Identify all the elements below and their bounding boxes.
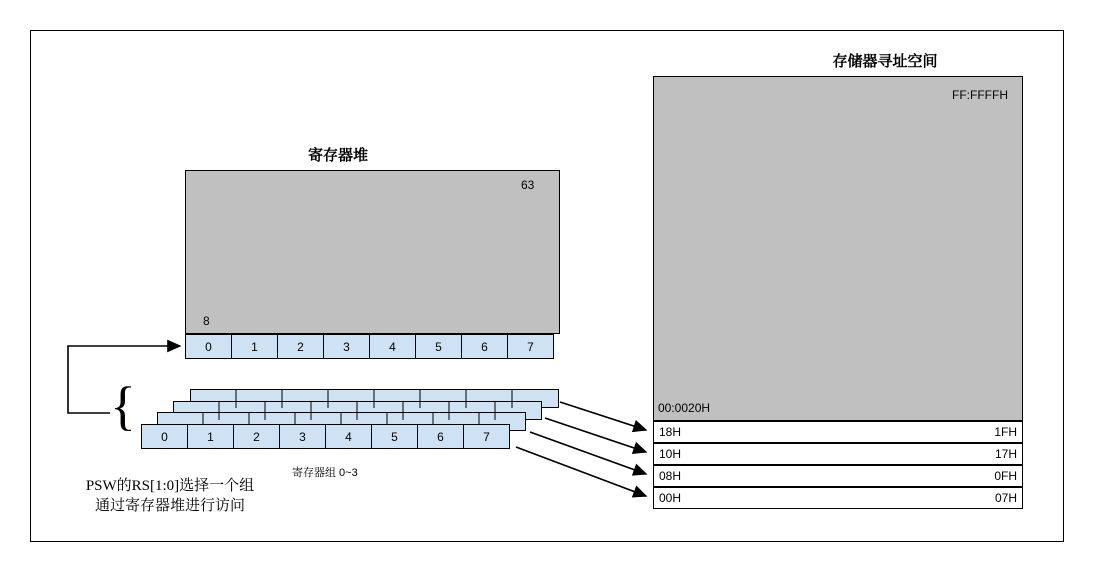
- memory-row-low: 18H: [659, 425, 682, 439]
- bank-cell[interactable]: 2: [233, 424, 280, 449]
- register-file-box: [185, 170, 560, 334]
- bank-cell[interactable]: 1: [187, 424, 234, 449]
- register-banks-caption: 寄存器组 0~3: [292, 467, 358, 479]
- memory-row-low: 00H: [659, 491, 682, 505]
- memory-row-high: 0FH: [994, 469, 1017, 483]
- memory-row[interactable]: [653, 443, 1023, 465]
- memory-space-title: 存储器寻址空间: [832, 53, 938, 70]
- register-cell[interactable]: 3: [323, 334, 370, 359]
- bank-cell[interactable]: 4: [325, 424, 372, 449]
- register-cell[interactable]: 4: [369, 334, 416, 359]
- register-file-top-label: 63: [521, 178, 535, 192]
- bank-cell[interactable]: 7: [463, 424, 510, 449]
- bank-cell[interactable]: 0: [141, 424, 188, 449]
- register-cell[interactable]: 7: [507, 334, 554, 359]
- register-cell[interactable]: 6: [461, 334, 508, 359]
- memory-row-high: 1FH: [994, 425, 1017, 439]
- register-bank-front-row: [141, 424, 510, 449]
- psw-note-line1: PSW的RS[1:0]选择一个组: [85, 478, 255, 494]
- register-file-bottom-label: 8: [203, 314, 210, 328]
- memory-base-label: 00:0020H: [658, 401, 711, 415]
- memory-top-label: FF:FFFFH: [952, 88, 1008, 102]
- memory-row-high: 17H: [994, 447, 1017, 461]
- register-cell[interactable]: 2: [277, 334, 324, 359]
- register-file-title: 寄存器堆: [307, 147, 368, 164]
- memory-row[interactable]: [653, 465, 1023, 487]
- psw-note-line2: 通过寄存器堆进行访问: [94, 498, 245, 514]
- register-cell[interactable]: 5: [415, 334, 462, 359]
- memory-row-low: 10H: [659, 447, 682, 461]
- memory-row-high: 07H: [994, 491, 1017, 505]
- memory-row[interactable]: [653, 487, 1023, 509]
- bank-cell[interactable]: 6: [417, 424, 464, 449]
- brace-icon: {: [110, 376, 136, 436]
- bank-cell[interactable]: 3: [279, 424, 326, 449]
- memory-row[interactable]: [653, 421, 1023, 443]
- bank-cell[interactable]: 5: [371, 424, 418, 449]
- register-cell[interactable]: 1: [231, 334, 278, 359]
- register-cell[interactable]: 0: [185, 334, 232, 359]
- memory-row-low: 08H: [659, 469, 682, 483]
- memory-space-box: [653, 76, 1023, 421]
- register-file-cell-row: [185, 334, 560, 359]
